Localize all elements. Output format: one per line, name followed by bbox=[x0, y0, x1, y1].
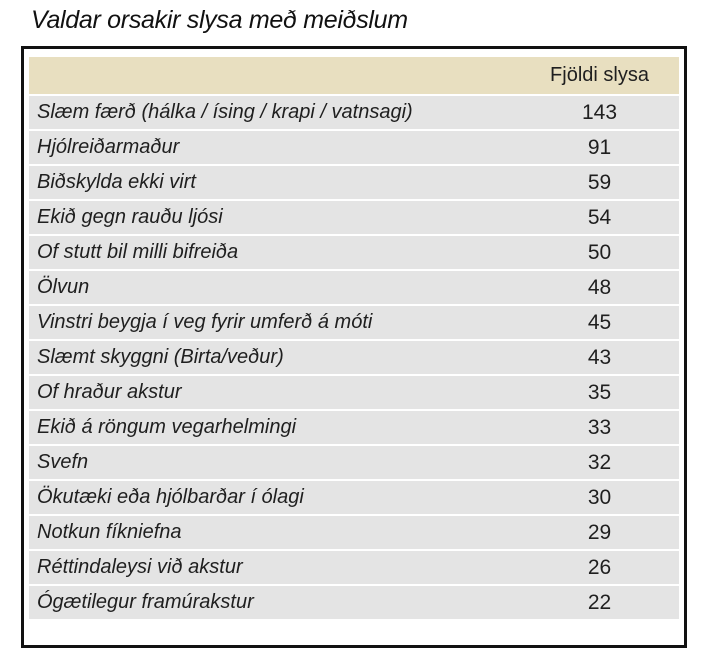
table-row bbox=[29, 446, 679, 479]
row-value: 48 bbox=[520, 271, 679, 304]
table-row bbox=[29, 376, 679, 409]
table-row bbox=[29, 586, 679, 619]
row-label: Notkun fíkniefna bbox=[29, 516, 520, 549]
table-row bbox=[29, 131, 679, 164]
row-value: 54 bbox=[520, 201, 679, 234]
row-label: Ökutæki eða hjólbarðar í ólagi bbox=[29, 481, 520, 514]
table-row bbox=[29, 201, 679, 234]
table-row bbox=[29, 306, 679, 339]
row-value: 35 bbox=[520, 376, 679, 409]
row-label: Vinstri beygja í veg fyrir umferð á móti bbox=[29, 306, 520, 339]
row-value: 45 bbox=[520, 306, 679, 339]
row-label: Ekið gegn rauðu ljósi bbox=[29, 201, 520, 234]
table-row bbox=[29, 551, 679, 584]
header-count-column: Fjöldi slysa bbox=[520, 57, 679, 94]
row-value: 22 bbox=[520, 586, 679, 619]
row-label: Of hraður akstur bbox=[29, 376, 520, 409]
causes-table bbox=[29, 55, 679, 621]
table-frame bbox=[21, 46, 687, 648]
table-row bbox=[29, 96, 679, 129]
row-label: Réttindaleysi við akstur bbox=[29, 551, 520, 584]
row-label: Hjólreiðarmaður bbox=[29, 131, 520, 164]
row-label: Of stutt bil milli bifreiða bbox=[29, 236, 520, 269]
row-value: 91 bbox=[520, 131, 679, 164]
header-label-column bbox=[29, 57, 520, 94]
row-value: 50 bbox=[520, 236, 679, 269]
table-row bbox=[29, 516, 679, 549]
row-value: 29 bbox=[520, 516, 679, 549]
row-value: 59 bbox=[520, 166, 679, 199]
table-title: Valdar orsakir slysa með meiðslum bbox=[31, 6, 408, 34]
row-label: Svefn bbox=[29, 446, 520, 479]
row-value: 33 bbox=[520, 411, 679, 444]
table-row bbox=[29, 236, 679, 269]
row-label: Ekið á röngum vegarhelmingi bbox=[29, 411, 520, 444]
row-label: Biðskylda ekki virt bbox=[29, 166, 520, 199]
row-value: 26 bbox=[520, 551, 679, 584]
row-value: 143 bbox=[520, 96, 679, 129]
row-value: 32 bbox=[520, 446, 679, 479]
row-value: 30 bbox=[520, 481, 679, 514]
header-row bbox=[29, 57, 679, 94]
row-label: Ógætilegur framúrakstur bbox=[29, 586, 520, 619]
row-value: 43 bbox=[520, 341, 679, 374]
table-row bbox=[29, 166, 679, 199]
row-label: Slæmt skyggni (Birta/veður) bbox=[29, 341, 520, 374]
row-label: Ölvun bbox=[29, 271, 520, 304]
table-row bbox=[29, 481, 679, 514]
table-row bbox=[29, 411, 679, 444]
table-row bbox=[29, 271, 679, 304]
table-row bbox=[29, 341, 679, 374]
row-label: Slæm færð (hálka / ísing / krapi / vatnsagi) bbox=[29, 96, 520, 129]
table-body bbox=[29, 96, 679, 619]
